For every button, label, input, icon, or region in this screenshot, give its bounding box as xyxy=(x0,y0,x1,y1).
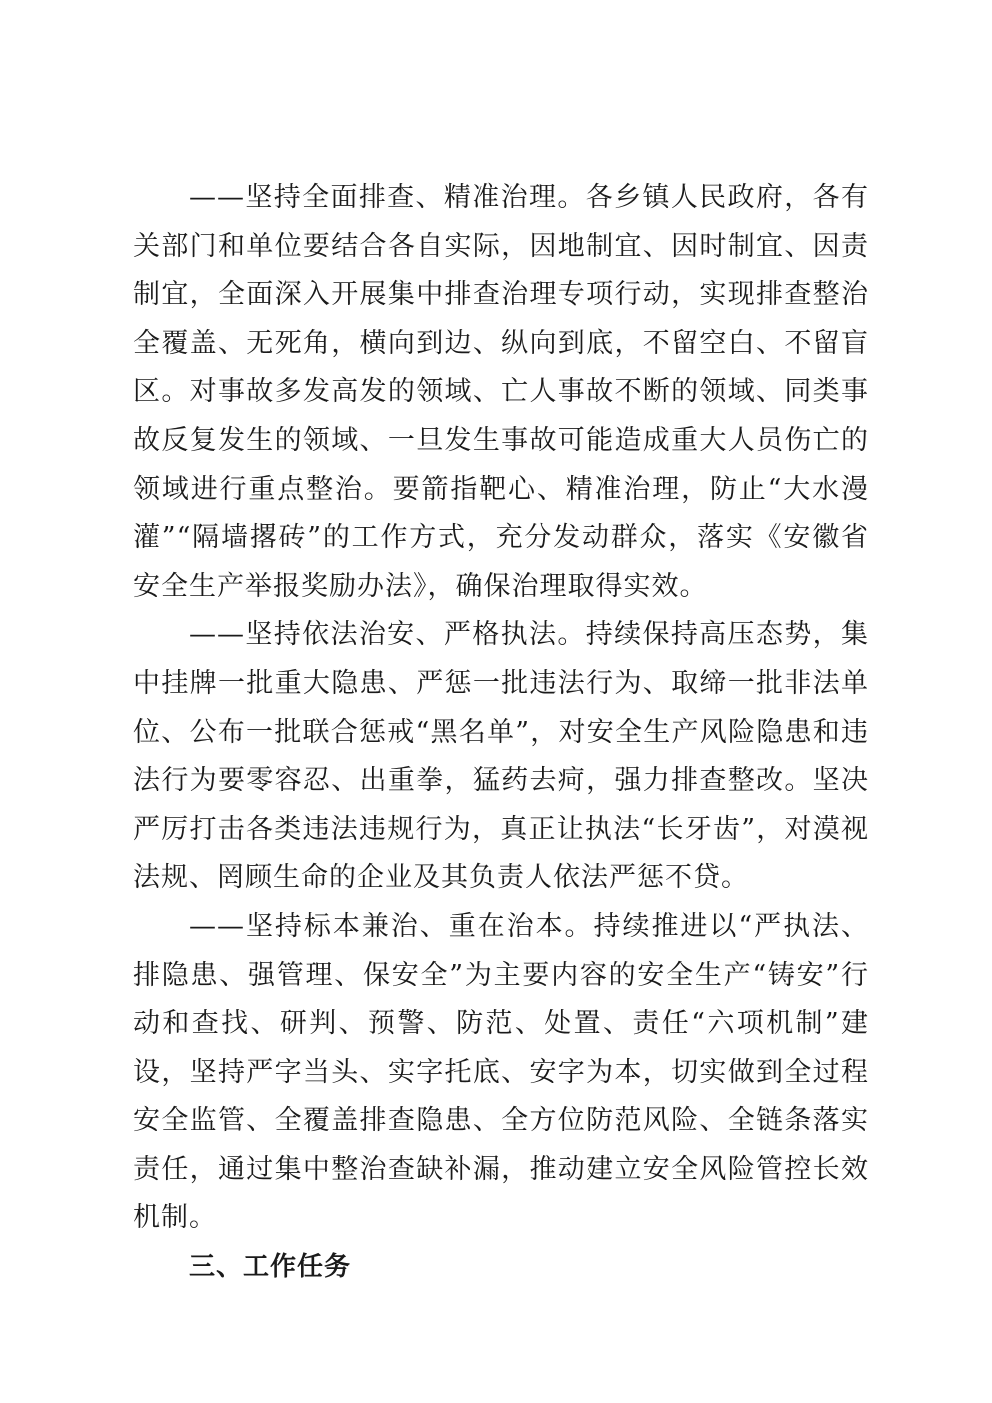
paragraph-root-cause-treatment: ——坚持标本兼治、重在治本。持续推进以“严执法、排隐患、强管理、保安全”为主要内容的安全生产“铸安”行动和查找、研判、预警、防范、处置、责任“六项机制”建设，坚持严字当头、实字托底、安字为本，切实做到全过程安全监管、全覆盖排查隐患、全方位防范风险、全链条落实责任，通过集中整治查缺补漏，推动建立安全风险管控长效机制。 xyxy=(133,910,869,1234)
section-heading-work-tasks: 三、工作任务 xyxy=(189,1252,352,1283)
paragraph-comprehensive-inspection: ——坚持全面排查、精准治理。各乡镇人民政府，各有关部门和单位要结合各自实际，因地制宜、因时制宜、因责制宜，全面深入开展集中排查治理专项行动，实现排查整治全覆盖、无死角，横向到边、纵向到底，不留空白、不留盲区。对事故多发高发的领域、亡人事故不断的领域、同类事故反复发生的领域、一旦发生事故可能造成重大人员伤亡的领域进行重点整治。要箭指靶心、精准治理，防止“大水漫灌”“隔墙撂砖”的工作方式，充分发动群众，落实《安徽省安全生产举报奖励办法》，确保治理取得实效。 xyxy=(133,182,869,602)
document-body xyxy=(133,174,869,1292)
paragraph-law-enforcement: ——坚持依法治安、严格执法。持续保持高压态势，集中挂牌一批重大隐患、严惩一批违法行为、取缔一批非法单位、公布一批联合惩戒“黑名单”，对安全生产风险隐患和违法行为要零容忍、出重拳，猛药去疴，强力排查整改。坚决严厉打击各类违法违规行为，真正让执法“长牙齿”，对漠视法规、罔顾生命的企业及其负责人依法严惩不贷。 xyxy=(133,619,869,894)
